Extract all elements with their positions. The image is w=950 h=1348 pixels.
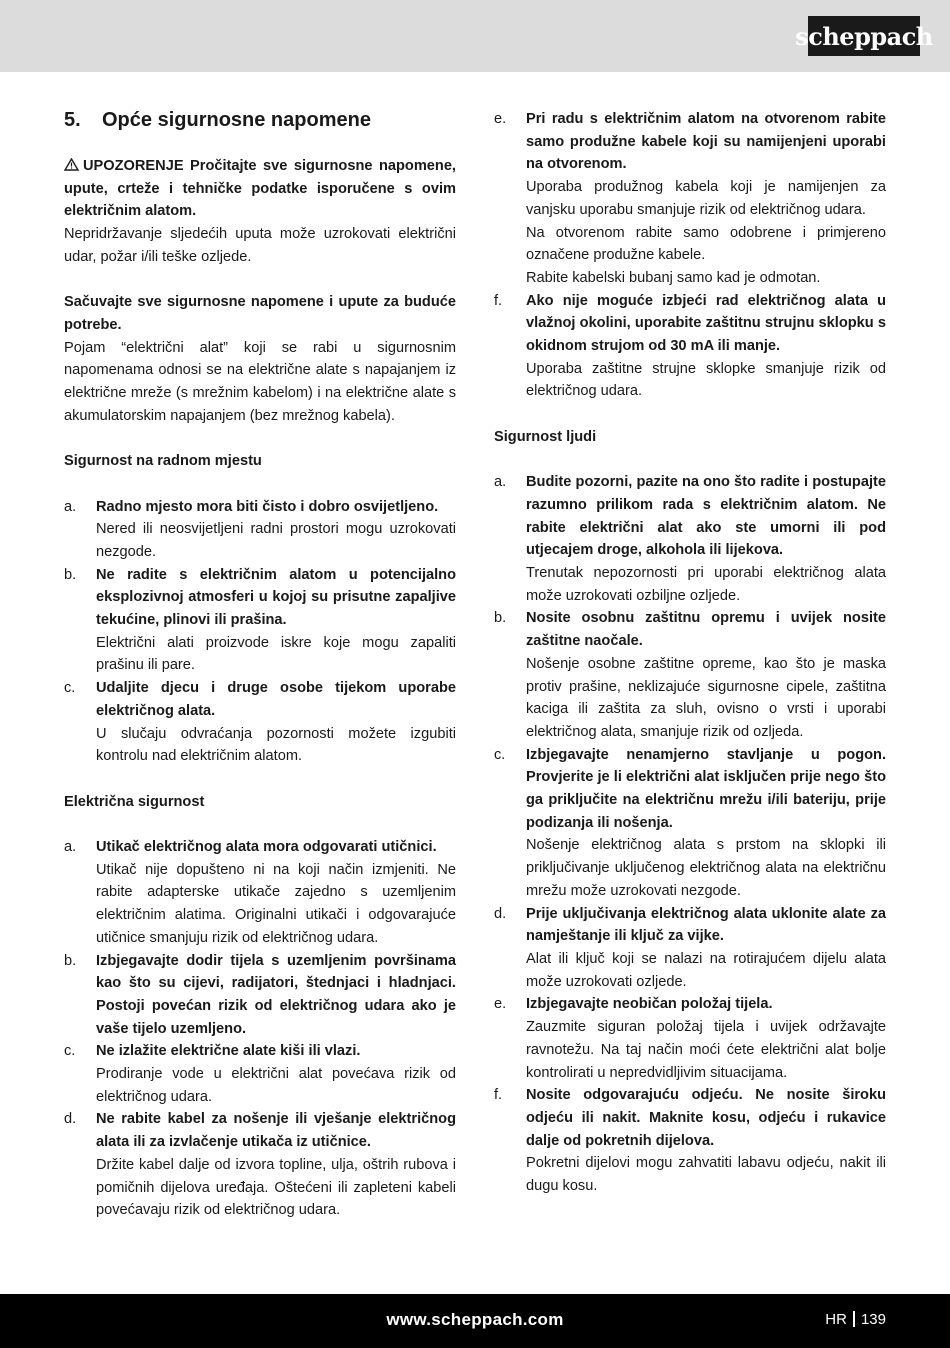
list-item bbox=[494, 290, 886, 404]
item-letter: b. bbox=[494, 610, 507, 627]
item-title: Ne izlažite električne alate kiši ili vlazi. bbox=[96, 1043, 361, 1060]
list-item bbox=[494, 607, 886, 743]
keep-instructions-text: Pojam “električni alat” koji se rabi u sigurnosnim napomenama odnosi se na električne alate s napajanjem iz električne mreže (s mrežnim kabelom) i na električne alate s akumulatorskim napajanjem (bez mrežnog kabela). bbox=[64, 339, 456, 424]
item-desc: Trenutak nepozornosti pri uporabi električnog alata može uzrokovati ozbiljne ozljede. bbox=[526, 565, 886, 604]
item-letter: e. bbox=[494, 111, 507, 127]
item-desc: Prodiranje vode u električni alat povećava rizik od električnog udara. bbox=[96, 1066, 456, 1105]
page-separator bbox=[853, 1311, 855, 1327]
list-item bbox=[64, 1108, 456, 1222]
item-letter: c. bbox=[64, 1043, 76, 1060]
item-desc: Pokretni dijelovi mogu zahvatiti labavu odjeću, nakit ili dugu kosu. bbox=[526, 1155, 886, 1195]
item-desc-3: Rabite kabelski bubanj samo kad je odmotan. bbox=[526, 269, 821, 286]
item-title: Ne radite s električnim alatom u potencijalno eksplozivnoj atmosferi u kojoj su prisutne zapaljive tekućine, plinovi ili prašina. bbox=[96, 566, 456, 629]
item-desc-2: Na otvorenom rabite samo odobrene i primjereno označene produžne kabele. bbox=[526, 224, 886, 264]
item-title: Prije uključivanja električnog alata uklonite alate za namještanje ili ključ za vijke. bbox=[526, 905, 886, 945]
list-item bbox=[494, 993, 886, 1084]
item-letter: c. bbox=[64, 680, 76, 697]
right-column bbox=[494, 108, 886, 1198]
electrical-heading: Električna sigurnost bbox=[64, 793, 205, 810]
list-item bbox=[64, 564, 456, 678]
item-desc: Alat ili ključ koji se nalazi na rotirajućem dijelu alata može uzrokovati ozljede. bbox=[526, 950, 886, 990]
list-item bbox=[494, 903, 886, 994]
item-letter: a. bbox=[64, 839, 77, 856]
item-desc: Nošenje električnog alata s prstom na sklopki ili priključivanje uključenog električnog alata na električnu mrežu može uzrokovati nezgode. bbox=[526, 837, 886, 899]
page-indicator bbox=[825, 1311, 886, 1328]
section-number: 5. bbox=[64, 109, 81, 131]
electrical-list bbox=[64, 836, 456, 1222]
item-title: Izbjegavajte neobičan položaj tijela. bbox=[526, 996, 773, 1013]
item-letter: b. bbox=[64, 952, 77, 969]
item-desc: Držite kabel dalje od izvora topline, ulja, oštrih rubova i pomičnih dijelova uređaja. Oštećeni ili zapleteni kabeli povećavaju rizik od električnog udara. bbox=[96, 1156, 456, 1219]
item-desc: Nošenje osobne zaštitne opreme, kao što je maska protiv prašine, neklizajuće sigurnosne cipele, zaštitna kaciga ili zaštita za sluh, ovisno o vrsti i uporabi električnog alata, smanjuje rizik od ozljeda. bbox=[526, 655, 886, 740]
header-bar bbox=[0, 0, 950, 72]
list-item bbox=[494, 471, 886, 607]
item-letter: a. bbox=[494, 474, 507, 491]
item-letter: f. bbox=[494, 1087, 503, 1104]
item-letter: e. bbox=[494, 996, 507, 1013]
list-item bbox=[494, 1084, 886, 1198]
item-desc: Uporaba zaštitne strujne sklopke smanjuje rizik od električnog udara. bbox=[526, 360, 886, 400]
warning-bold-text: UPOZORENJE Pročitajte sve sigurnosne napomene, upute, crteže i tehničke podatke isporučene s ovim električnim alatom. bbox=[64, 158, 456, 220]
item-desc: Utikač nije dopušteno ni na koji način izmjeniti. Ne rabite adapterske utikače zajedno s uzemljenim električnim alatima. Originalni utikači i odgovarajuće utičnice smanjuju rizik od električnog udara. bbox=[96, 861, 456, 946]
list-item bbox=[494, 744, 886, 903]
list-item bbox=[494, 108, 886, 290]
item-title: Utikač električnog alata mora odgovarati utičnici. bbox=[96, 839, 437, 856]
list-item bbox=[64, 496, 456, 564]
item-title: Izbjegavajte nenamjerno stavljanje u pogon. Provjerite je li električni alat isključen prije nego što ga priključite na električnu mrežu i/ili bateriju, prije podizanja ili nošenja. bbox=[526, 746, 886, 831]
item-desc: Nered ili neosvijetljeni radni prostori mogu uzrokovati nezgode. bbox=[96, 521, 456, 560]
list-item bbox=[64, 950, 456, 1041]
item-title: Ne rabite kabel za nošenje ili vješanje električnog alata ili za izvlačenje utikača iz utičnice. bbox=[96, 1111, 456, 1151]
left-column bbox=[64, 108, 456, 1222]
electrical-list-continued bbox=[494, 108, 886, 403]
warning-text: Nepridržavanje sljedećih uputa može uzrokovati električni udar, požar i/ili teške ozljede. bbox=[64, 226, 456, 265]
item-letter: d. bbox=[494, 905, 507, 922]
item-title: Nosite odgovarajuću odjeću. Ne nosite široku odjeću ili nakit. Maknite kosu, odjeću i rukavice dalje od pokretnih dijelova. bbox=[526, 1087, 886, 1149]
language-code: HR bbox=[825, 1311, 847, 1328]
work-area-list bbox=[64, 496, 456, 768]
work-area-heading: Sigurnost na radnom mjestu bbox=[64, 453, 262, 470]
section-title-text: Opće sigurnosne napomene bbox=[102, 109, 371, 131]
list-item bbox=[64, 836, 456, 950]
list-item bbox=[64, 677, 456, 768]
keep-instructions-bold: Sačuvajte sve sigurnosne napomene i upute za buduće potrebe. bbox=[64, 294, 456, 333]
warning-triangle-icon bbox=[64, 158, 79, 171]
item-title: Budite pozorni, pazite na ono što radite i postupajte razumno prilikom rada s električnim alatom. Ne rabite električni alat ako ste umorni ili pod utjecajem droge, alkohola ili lijekova. bbox=[526, 474, 886, 559]
item-desc: Zauzmite siguran položaj tijela i uvijek održavajte ravnotežu. Na taj način moći ćete električni alat bolje kontrolirati u nepredvidljivim situacijama. bbox=[526, 1019, 886, 1081]
warning-paragraph bbox=[64, 155, 456, 223]
item-title: Izbjegavajte dodir tijela s uzemljenim površinama kao što su cijevi, radijatori, štednjaci i hladnjaci. Postoji povećan rizik od električnog udara ako je vaše tijelo uzemljeno. bbox=[96, 952, 456, 1037]
item-letter: d. bbox=[64, 1111, 77, 1128]
item-title: Pri radu s električnim alatom na otvorenom rabite samo produžne kabele koji su namijenjeni uporabi na otvorenom. bbox=[526, 111, 886, 173]
item-letter: c. bbox=[494, 746, 506, 763]
item-desc: U slučaju odvraćanja pozornosti možete izgubiti kontrolu nad električnim alatom. bbox=[96, 725, 456, 765]
item-desc: Uporaba produžnog kabela koji je namijenjen za vanjsku uporabu smanjuje rizik od električnog udara. bbox=[526, 179, 886, 218]
item-title: Nosite osobnu zaštitnu opremu i uvijek nosite zaštitne naočale. bbox=[526, 610, 886, 650]
item-title: Udaljite djecu i druge osobe tijekom uporabe električnog alata. bbox=[96, 680, 456, 719]
item-letter: b. bbox=[64, 566, 77, 583]
page-number: 139 bbox=[860, 1311, 886, 1328]
personal-safety-heading: Sigurnost ljudi bbox=[494, 428, 597, 445]
item-title: Radno mjesto mora biti čisto i dobro osvijetljeno. bbox=[96, 498, 439, 515]
section-title bbox=[64, 108, 456, 132]
item-title: Ako nije moguće izbjeći rad električnog alata u vlažnoj okolini, uporabite zaštitnu strujnu sklopku s okidnom strujom od 30 mA ili manje. bbox=[526, 292, 886, 355]
footer-bar bbox=[0, 1294, 950, 1348]
footer-website-link[interactable]: www.scheppach.com bbox=[386, 1310, 564, 1329]
item-letter: f. bbox=[494, 292, 503, 309]
item-letter: a. bbox=[64, 498, 77, 515]
item-desc: Električni alati proizvode iskre koje mogu zapaliti prašinu ili pare. bbox=[96, 634, 456, 674]
scheppach-logo: scheppach bbox=[808, 16, 920, 56]
list-item bbox=[64, 1040, 456, 1108]
personal-safety-list bbox=[494, 471, 886, 1198]
